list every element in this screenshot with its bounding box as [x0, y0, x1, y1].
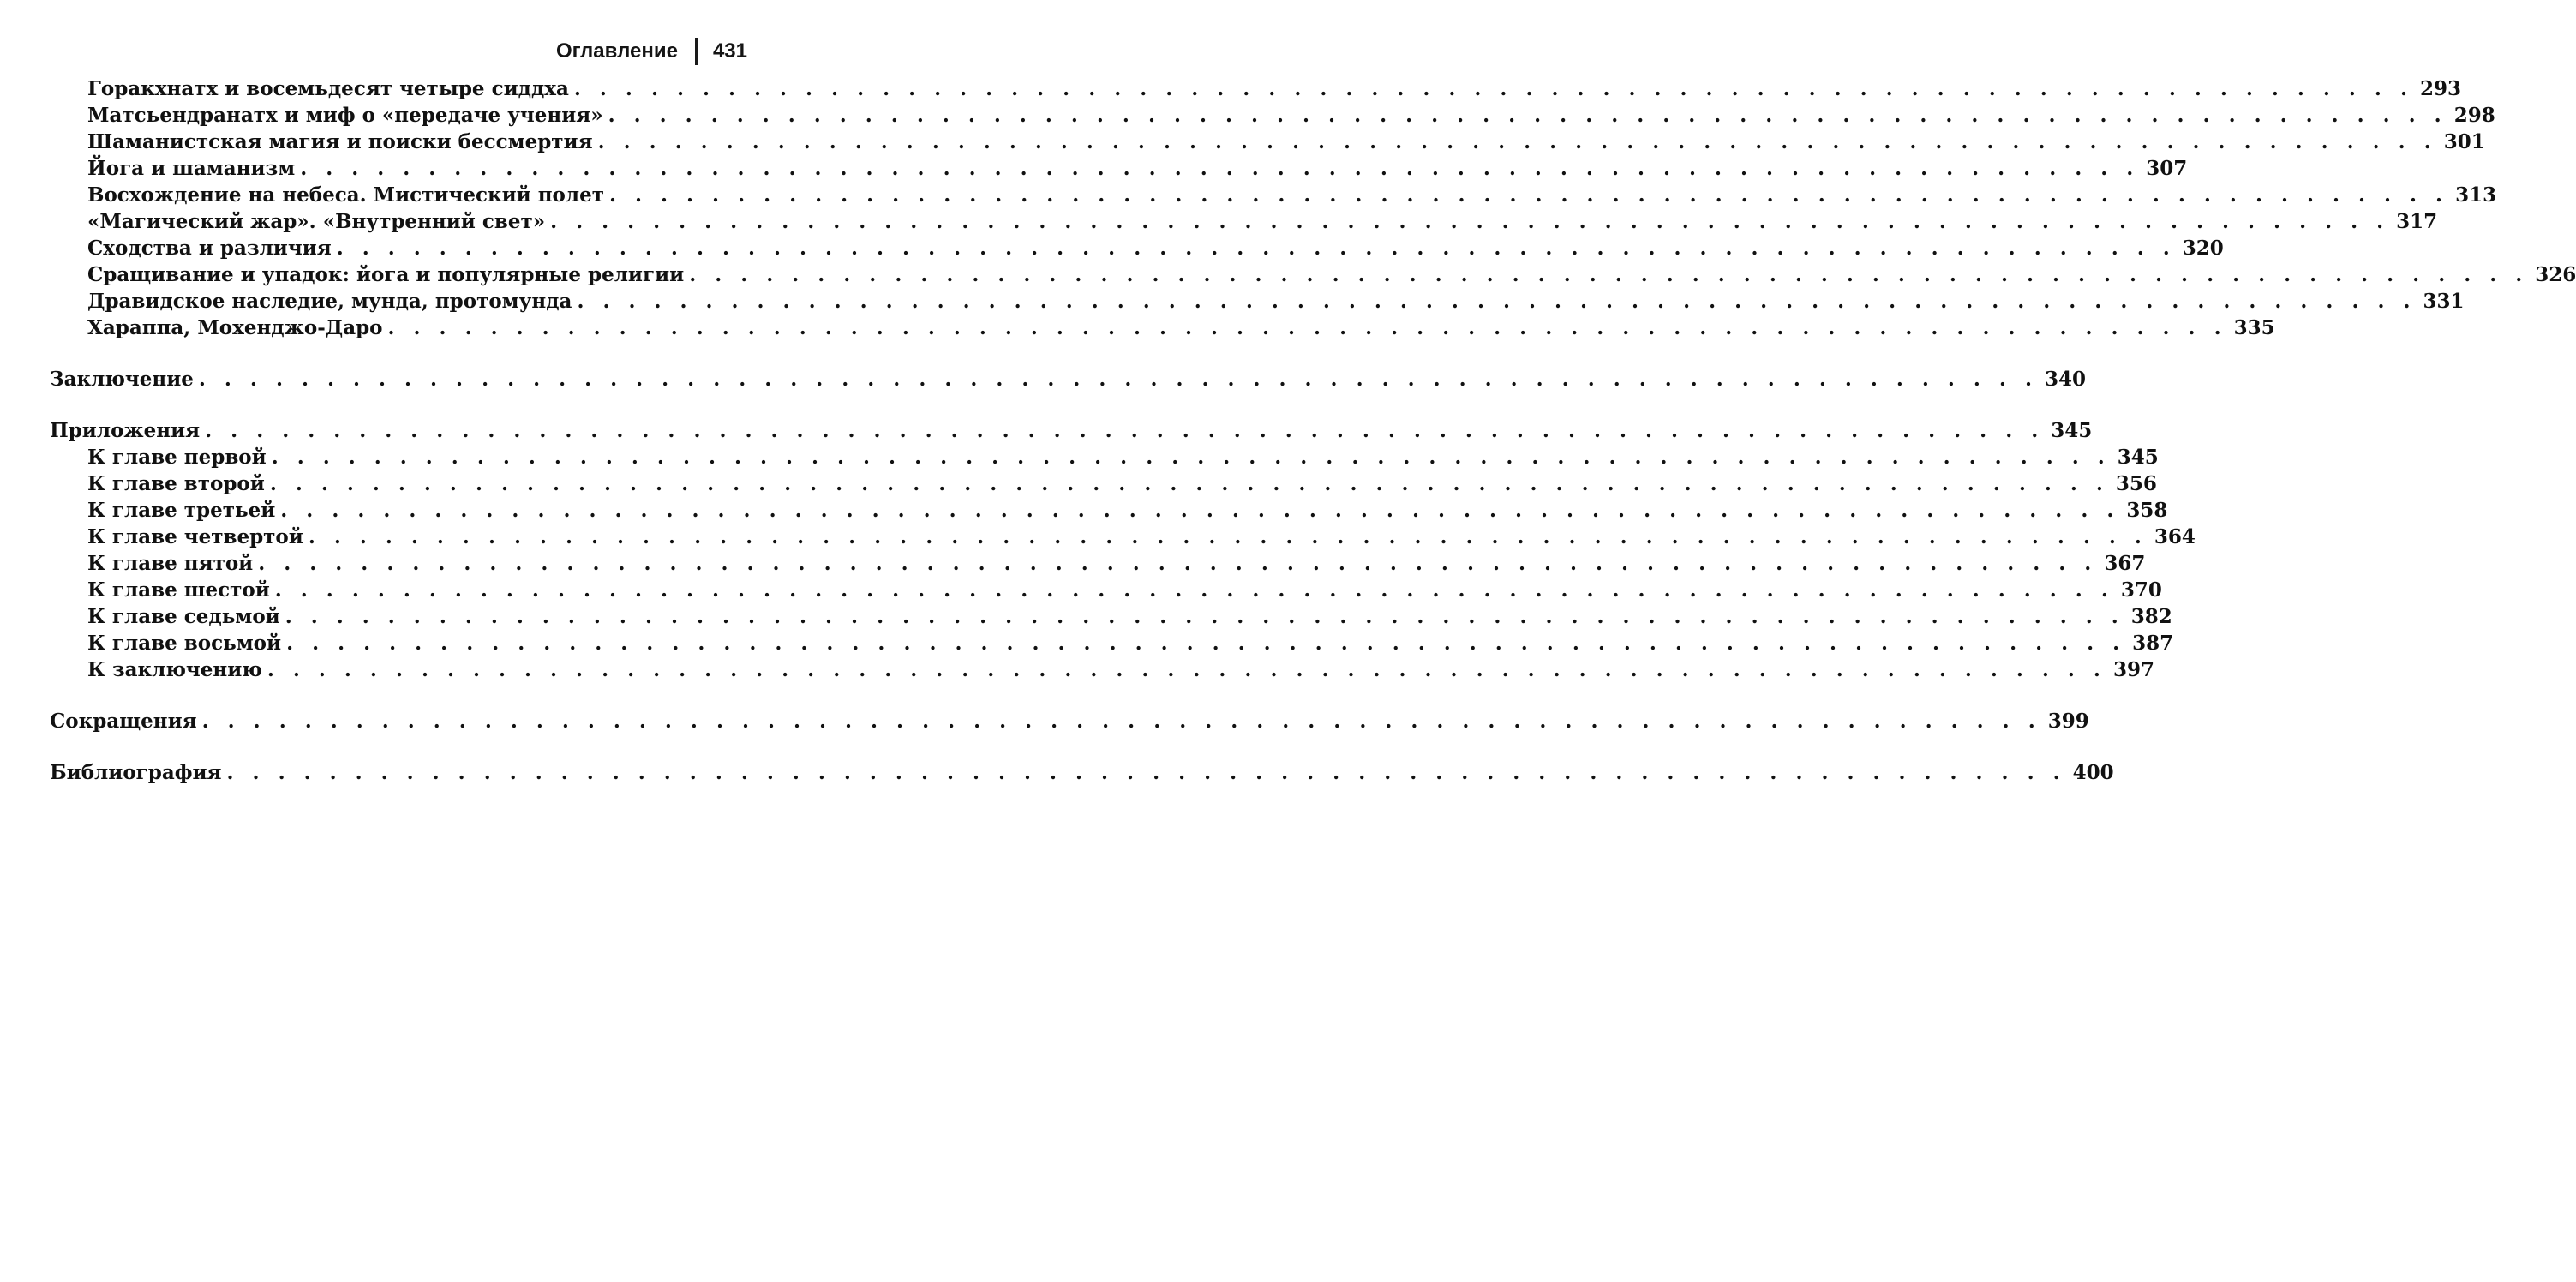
toc-entry-title: Сокращения — [50, 710, 197, 733]
dot-leader: . . . . . . . . . . . . . . . . . . . . . . . . . . . . . . . . . . . . . . . . . . . . . . . . . . . . . . . . . . . . . . . . . . . . . . . . — [285, 605, 2124, 628]
toc-entry-page: 298 — [2453, 104, 2495, 127]
toc-entry[interactable] — [50, 444, 2159, 470]
header-page-number: 431 — [712, 39, 747, 63]
toc-entry-page: 345 — [2117, 446, 2159, 469]
dot-leader: . . . . . . . . . . . . . . . . . . . . . . . . . . . . . . . . . . . . . . . . . . . . . . . . . . . . . . . . . . . . . . . . . . . . . . . . — [300, 157, 2140, 180]
dot-leader: . . . . . . . . . . . . . . . . . . . . . . . . . . . . . . . . . . . . . . . . . . . . . . . . . . . . . . . . . . . . . . . . . . . . . . . . — [205, 419, 2045, 442]
toc-entry-title: Сходства и различия — [87, 237, 332, 260]
dot-leader: . . . . . . . . . . . . . . . . . . . . . . . . . . . . . . . . . . . . . . . . . . . . . . . . . . . . . . . . . . . . . . . . . . . . . . . . — [267, 658, 2106, 681]
table-of-contents — [50, 75, 2576, 786]
dot-leader: . . . . . . . . . . . . . . . . . . . . . . . . . . . . . . . . . . . . . . . . . . . . . . . . . . . . . . . . . . . . . . . . . . . . . . . . — [226, 761, 2066, 784]
toc-entry[interactable] — [50, 630, 2174, 656]
toc-entry-title: К главе шестой — [87, 578, 270, 602]
toc-entry[interactable] — [50, 261, 2576, 288]
toc-entry-page: 400 — [2072, 761, 2114, 784]
dot-leader: . . . . . . . . . . . . . . . . . . . . . . . . . . . . . . . . . . . . . . . . . . . . . . . . . . . . . . . . . . . . . . . . . . . . . . . . — [280, 499, 2120, 522]
toc-entry[interactable] — [50, 497, 2168, 524]
toc-entry-page: 335 — [2233, 316, 2275, 339]
toc-entry-title: Сращивание и упадок: йога и популярные религии — [87, 263, 685, 286]
toc-entry[interactable] — [50, 155, 2188, 182]
toc-entry[interactable] — [50, 550, 2146, 577]
toc-entry-title: Горакхнатх и восемьдесят четыре сиддха — [87, 77, 569, 100]
toc-entry-title: К заключению — [87, 658, 262, 681]
dot-leader: . . . . . . . . . . . . . . . . . . . . . . . . . . . . . . . . . . . . . . . . . . . . . . . . . . . . . . . . . . . . . . . . . . . . . . . . — [689, 263, 2529, 286]
toc-entry[interactable] — [50, 235, 2224, 261]
running-header — [556, 38, 747, 65]
dot-leader: . . . . . . . . . . . . . . . . . . . . . . . . . . . . . . . . . . . . . . . . . . . . . . . . . . . . . . . . . . . . . . . . . . . . . . . . — [573, 77, 2413, 100]
toc-entry-page: 293 — [2419, 77, 2461, 100]
toc-entry-page: 320 — [2182, 237, 2224, 260]
toc-section-conclusion[interactable] — [50, 366, 2086, 392]
toc-entry-page: 331 — [2423, 290, 2465, 313]
toc-entry-title: К главе третьей — [87, 499, 276, 522]
toc-section-abbreviations[interactable] — [50, 708, 2089, 734]
toc-entry-page: 370 — [2120, 578, 2162, 602]
toc-entry-page: 301 — [2443, 130, 2485, 153]
toc-entry-title: К главе седьмой — [87, 605, 280, 628]
dot-leader: . . . . . . . . . . . . . . . . . . . . . . . . . . . . . . . . . . . . . . . . . . . . . . . . . . . . . . . . . . . . . . . . . . . . . . . . — [308, 525, 2148, 548]
toc-entry-page: 399 — [2047, 710, 2089, 733]
toc-entry-page: 367 — [2104, 552, 2146, 575]
toc-entry-title: Йога и шаманизм — [87, 157, 296, 180]
toc-entry-title: Матсьендранатх и миф о «передаче учения» — [87, 104, 603, 127]
dot-leader: . . . . . . . . . . . . . . . . . . . . . . . . . . . . . . . . . . . . . . . . . . . . . . . . . . . . . . . . . . . . . . . . . . . . . . . . — [387, 316, 2227, 339]
toc-entry-title: Заключение — [50, 368, 194, 391]
toc-entry[interactable] — [50, 603, 2172, 630]
dot-leader: . . . . . . . . . . . . . . . . . . . . . . . . . . . . . . . . . . . . . . . . . . . . . . . . . . . . . . . . . . . . . . . . . . . . . . . . — [550, 210, 2390, 233]
toc-entry-page: 397 — [2112, 658, 2154, 681]
toc-entry-page: 345 — [2051, 419, 2093, 442]
toc-entry-page: 307 — [2146, 157, 2188, 180]
dot-leader: . . . . . . . . . . . . . . . . . . . . . . . . . . . . . . . . . . . . . . . . . . . . . . . . . . . . . . . . . . . . . . . . . . . . . . . . — [271, 446, 2111, 469]
toc-entry-title: Приложения — [50, 419, 201, 442]
toc-section-appendices[interactable] — [50, 417, 2093, 444]
dot-leader: . . . . . . . . . . . . . . . . . . . . . . . . . . . . . . . . . . . . . . . . . . . . . . . . . . . . . . . . . . . . . . . . . . . . . . . . — [608, 104, 2447, 127]
toc-section-bibliography[interactable] — [50, 759, 2114, 786]
toc-entry-title: Хараппа, Мохенджо-Даро — [87, 316, 383, 339]
toc-entry-title: К главе пятой — [87, 552, 254, 575]
toc-entry[interactable] — [50, 129, 2485, 155]
dot-leader: . . . . . . . . . . . . . . . . . . . . . . . . . . . . . . . . . . . . . . . . . . . . . . . . . . . . . . . . . . . . . . . . . . . . . . . . — [286, 632, 2126, 655]
toc-entry[interactable] — [50, 288, 2465, 315]
dot-leader: . . . . . . . . . . . . . . . . . . . . . . . . . . . . . . . . . . . . . . . . . . . . . . . . . . . . . . . . . . . . . . . . . . . . . . . . — [269, 472, 2109, 495]
toc-entry-title: К главе восьмой — [87, 632, 282, 655]
dot-leader: . . . . . . . . . . . . . . . . . . . . . . . . . . . . . . . . . . . . . . . . . . . . . . . . . . . . . . . . . . . . . . . . . . . . . . . . — [201, 710, 2041, 733]
toc-entry-title: К главе четвертой — [87, 525, 303, 548]
toc-entry-title: Восхождение на небеса. Мистический полет — [87, 183, 604, 207]
toc-entry-title: Библиография — [50, 761, 222, 784]
toc-entry[interactable] — [50, 656, 2154, 683]
header-section-title: Оглавление — [555, 39, 678, 63]
toc-entry-title: К главе второй — [87, 472, 265, 495]
toc-entry-page: 326 — [2535, 263, 2576, 286]
dot-leader: . . . . . . . . . . . . . . . . . . . . . . . . . . . . . . . . . . . . . . . . . . . . . . . . . . . . . . . . . . . . . . . . . . . . . . . . — [258, 552, 2098, 575]
dot-leader: . . . . . . . . . . . . . . . . . . . . . . . . . . . . . . . . . . . . . . . . . . . . . . . . . . . . . . . . . . . . . . . . . . . . . . . . — [274, 578, 2114, 602]
toc-entry-title: Шаманистская магия и поиски бессмертия — [87, 130, 593, 153]
toc-entry[interactable] — [50, 208, 2438, 235]
dot-leader: . . . . . . . . . . . . . . . . . . . . . . . . . . . . . . . . . . . . . . . . . . . . . . . . . . . . . . . . . . . . . . . . . . . . . . . . — [336, 237, 2176, 260]
toc-entry-title: «Магический жар». «Внутренний свет» — [87, 210, 546, 233]
dot-leader: . . . . . . . . . . . . . . . . . . . . . . . . . . . . . . . . . . . . . . . . . . . . . . . . . . . . . . . . . . . . . . . . . . . . . . . . — [597, 130, 2437, 153]
toc-entry[interactable] — [50, 182, 2497, 208]
dot-leader: . . . . . . . . . . . . . . . . . . . . . . . . . . . . . . . . . . . . . . . . . . . . . . . . . . . . . . . . . . . . . . . . . . . . . . . . — [609, 183, 2449, 207]
toc-entry[interactable] — [50, 75, 2461, 102]
toc-entry-page: 358 — [2126, 499, 2168, 522]
toc-entry[interactable] — [50, 524, 2196, 550]
toc-entry-page: 387 — [2132, 632, 2174, 655]
toc-entry[interactable] — [50, 577, 2162, 603]
toc-entry-title: Дравидское наследие, мунда, протомунда — [87, 290, 572, 313]
toc-entry-title: К главе первой — [87, 446, 267, 469]
toc-entry[interactable] — [50, 315, 2275, 341]
toc-entry-page: 364 — [2154, 525, 2196, 548]
toc-entry-page: 382 — [2130, 605, 2172, 628]
toc-entry-page: 340 — [2044, 368, 2086, 391]
header-separator — [695, 38, 698, 65]
toc-entry-page: 317 — [2396, 210, 2438, 233]
dot-leader: . . . . . . . . . . . . . . . . . . . . . . . . . . . . . . . . . . . . . . . . . . . . . . . . . . . . . . . . . . . . . . . . . . . . . . . . — [198, 368, 2038, 391]
toc-entry[interactable] — [50, 102, 2495, 129]
toc-entry-page: 313 — [2455, 183, 2497, 207]
dot-leader: . . . . . . . . . . . . . . . . . . . . . . . . . . . . . . . . . . . . . . . . . . . . . . . . . . . . . . . . . . . . . . . . . . . . . . . . — [577, 290, 2417, 313]
toc-entry-page: 356 — [2115, 472, 2157, 495]
toc-entry[interactable] — [50, 470, 2157, 497]
